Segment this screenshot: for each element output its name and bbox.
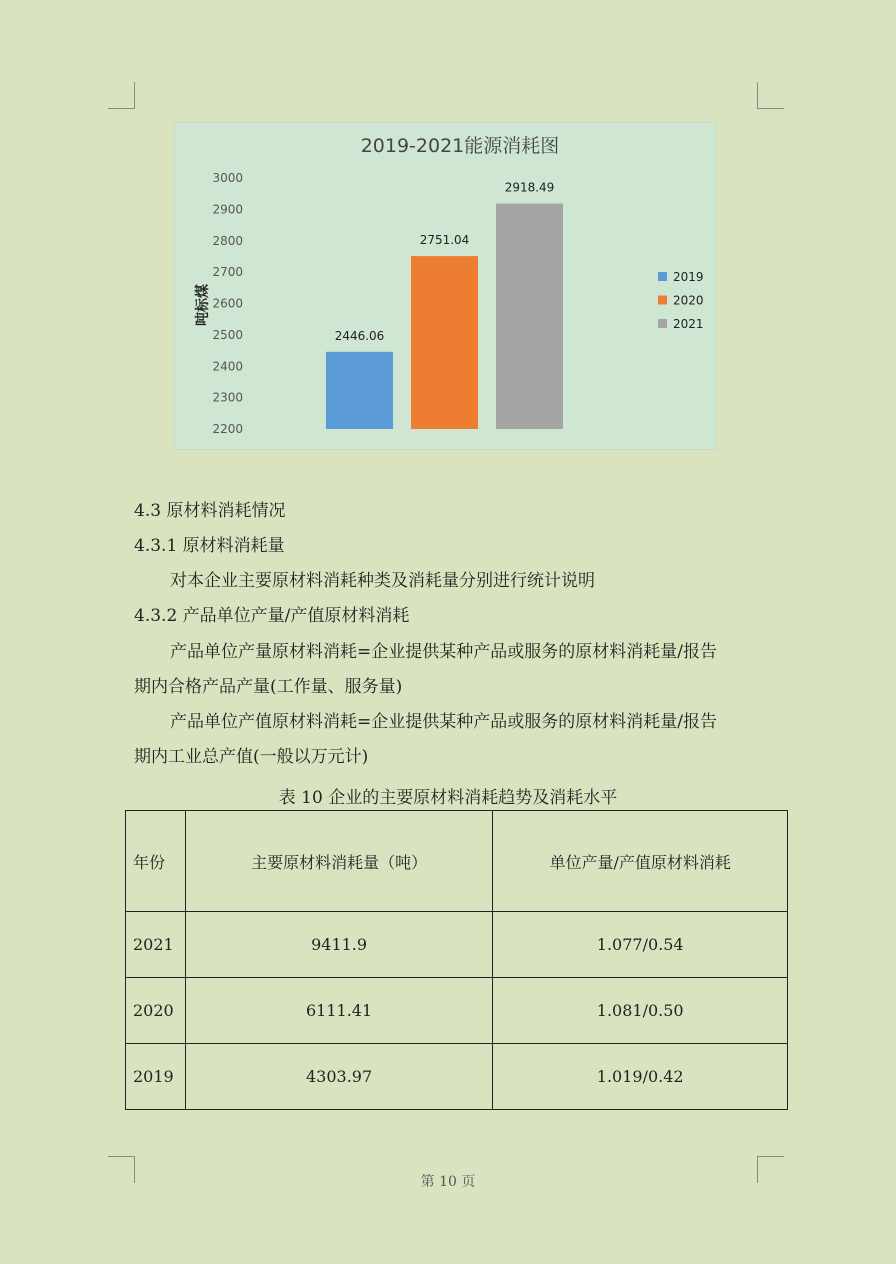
chart-y-ticks — [212, 171, 243, 436]
data-label: 2446.06 — [334, 328, 385, 343]
data-label: 2918.49 — [504, 180, 555, 195]
paragraph-unit-value-line1: 产品单位产值原材料消耗=企业提供某种产品或服务的原材料消耗量/报告 — [170, 712, 717, 732]
material-consumption-table — [125, 810, 788, 1110]
cell-consumption: 6111.41 — [185, 978, 493, 1044]
table-caption: 表 10 企业的主要原材料消耗趋势及消耗水平 — [278, 788, 618, 808]
paragraph-unit-output-line2: 期内合格产品产量(工作量、服务量) — [134, 677, 403, 697]
bar-2020 — [411, 256, 478, 429]
margin-mark-top-left — [108, 82, 135, 109]
header-unit-consumption: 单位产量/产值原材料消耗 — [493, 811, 788, 912]
chart-bars — [326, 181, 563, 429]
y-tick-label: 2800 — [212, 233, 243, 248]
table-row — [126, 1044, 788, 1110]
page-number: 第 10 页 — [420, 1174, 476, 1190]
y-tick-label: 2700 — [212, 265, 243, 280]
legend-label: 2020 — [673, 293, 704, 308]
cell-year: 2020 — [126, 978, 186, 1044]
chart-title: 2019-2021能源消耗图 — [360, 135, 560, 157]
bar-2019 — [326, 352, 393, 429]
chart-y-axis-label: 吨标煤 — [195, 284, 211, 326]
table-header-row — [126, 811, 788, 912]
paragraph-unit-value-line2: 期内工业总产值(一般以万元计) — [134, 747, 369, 767]
energy-chart-svg — [175, 123, 715, 449]
energy-chart — [174, 122, 716, 450]
legend-label: 2021 — [673, 317, 704, 331]
heading-4-3: 4.3 原材料消耗情况 — [134, 501, 286, 521]
header-consumption: 主要原材料消耗量（吨） — [185, 811, 493, 912]
cell-year: 2019 — [126, 1044, 186, 1110]
y-tick-label: 2500 — [212, 327, 243, 342]
cell-unit-consumption: 1.077/0.54 — [493, 912, 788, 978]
y-tick-label: 2600 — [212, 296, 243, 311]
heading-4-3-2: 4.3.2 产品单位产量/产值原材料消耗 — [134, 606, 410, 626]
y-tick-label: 2200 — [212, 422, 243, 436]
cell-unit-consumption: 1.019/0.42 — [493, 1044, 788, 1110]
paragraph-unit-output-line1: 产品单位产量原材料消耗=企业提供某种产品或服务的原材料消耗量/报告 — [170, 642, 717, 662]
y-tick-label: 3000 — [212, 171, 243, 185]
paragraph-4-3-1: 对本企业主要原材料消耗种类及消耗量分别进行统计说明 — [170, 571, 595, 591]
cell-consumption: 9411.9 — [185, 912, 493, 978]
y-tick-label: 2900 — [212, 202, 243, 217]
legend-label: 2019 — [673, 270, 704, 284]
header-year: 年份 — [126, 811, 186, 912]
table-row — [126, 978, 788, 1044]
cell-consumption: 4303.97 — [185, 1044, 493, 1110]
cell-unit-consumption: 1.081/0.50 — [493, 978, 788, 1044]
margin-mark-top-right — [757, 82, 784, 109]
heading-4-3-1: 4.3.1 原材料消耗量 — [134, 536, 285, 556]
chart-legend — [658, 270, 704, 331]
legend-swatch — [658, 319, 667, 328]
cell-year: 2021 — [126, 912, 186, 978]
y-tick-label: 2400 — [212, 359, 243, 374]
legend-swatch — [658, 272, 667, 281]
bar-2021 — [496, 204, 563, 429]
y-tick-label: 2300 — [212, 390, 243, 405]
table-row — [126, 912, 788, 978]
legend-swatch — [658, 296, 667, 305]
data-label: 2751.04 — [419, 233, 470, 248]
